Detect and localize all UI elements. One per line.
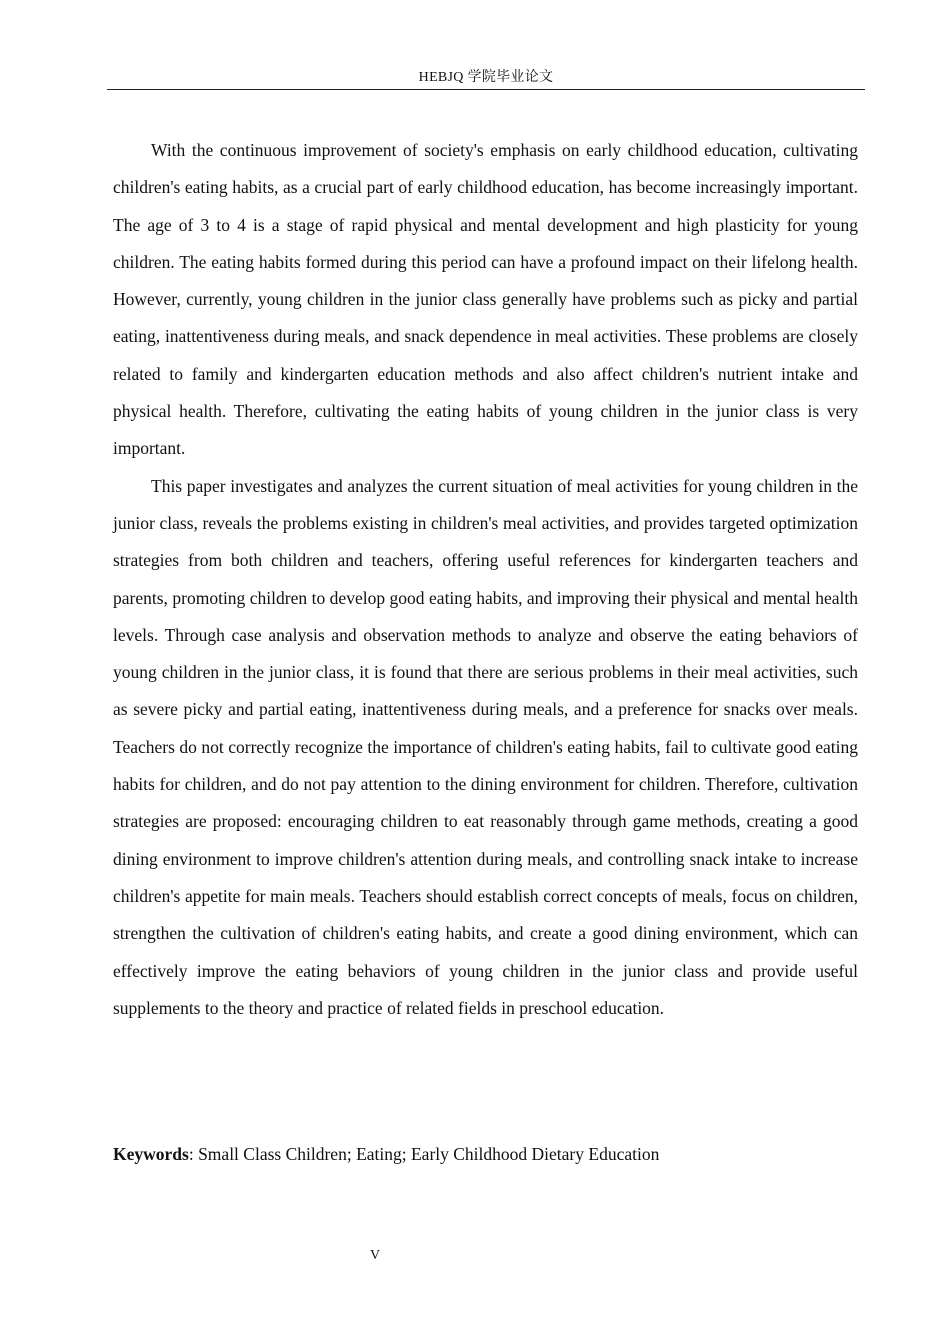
keywords-line [113, 1138, 858, 1170]
header-title: HEBJQ 学院毕业论文 [418, 70, 554, 85]
keywords-separator: : [188, 1144, 199, 1164]
abstract-body [113, 132, 858, 1027]
abstract-paragraph-1: With the continuous improvement of society's emphasis on early childhood education, cultivating children's eating habits, as a crucial part of early childhood education, has become increasingly important. The age of 3 to 4 is a stage of rapid physical and mental development and high plasticity for young children. The eating habits formed during this period can have a profound impact on their lifelong health. However, currently, young children in the junior class generally have problems such as picky and partial eating, inattentiveness during meals, and snack dependence in meal activities. These problems are closely related to family and kindergarten education methods and also affect children's nutrient intake and physical health. Therefore, cultivating the eating habits of young children in the junior class is very important. [113, 140, 858, 459]
keywords-value: Small Class Children; Eating; Early Childhood Dietary Education [198, 1144, 660, 1164]
page-header [107, 66, 865, 90]
abstract-paragraph-2: This paper investigates and analyzes the current situation of meal activities for young children in the junior class, reveals the problems existing in children's meal activities, and provides targeted optimization strategies from both children and teachers, offering useful references for kindergarten teachers and parents, promoting children to develop good eating habits, and improving their physical and mental health levels. Through case analysis and observation methods to analyze and observe the eating behaviors of young children in the junior class, it is found that there are serious problems in their meal activities, such as severe picky and partial eating, inattentiveness during meals, and a preference for snacks over meals. Teachers do not correctly recognize the importance of children's eating habits, fail to cultivate good eating habits for children, and do not pay attention to the dining environment for children. Therefore, cultivation strategies are proposed: encouraging children to eat reasonably through game methods, creating a good dining environment to improve children's attention during meals, and controlling snack intake to increase children's appetite for main meals. Teachers should establish correct concepts of meals, focus on children, strengthen the cultivation of children's eating habits, and create a good dining environment, which can effectively improve the eating behaviors of young children in the junior class and provide useful supplements to the theory and practice of related fields in preschool education. [113, 475, 858, 1018]
page-number: V [369, 1248, 381, 1263]
keywords-label: Keywords [113, 1144, 189, 1164]
